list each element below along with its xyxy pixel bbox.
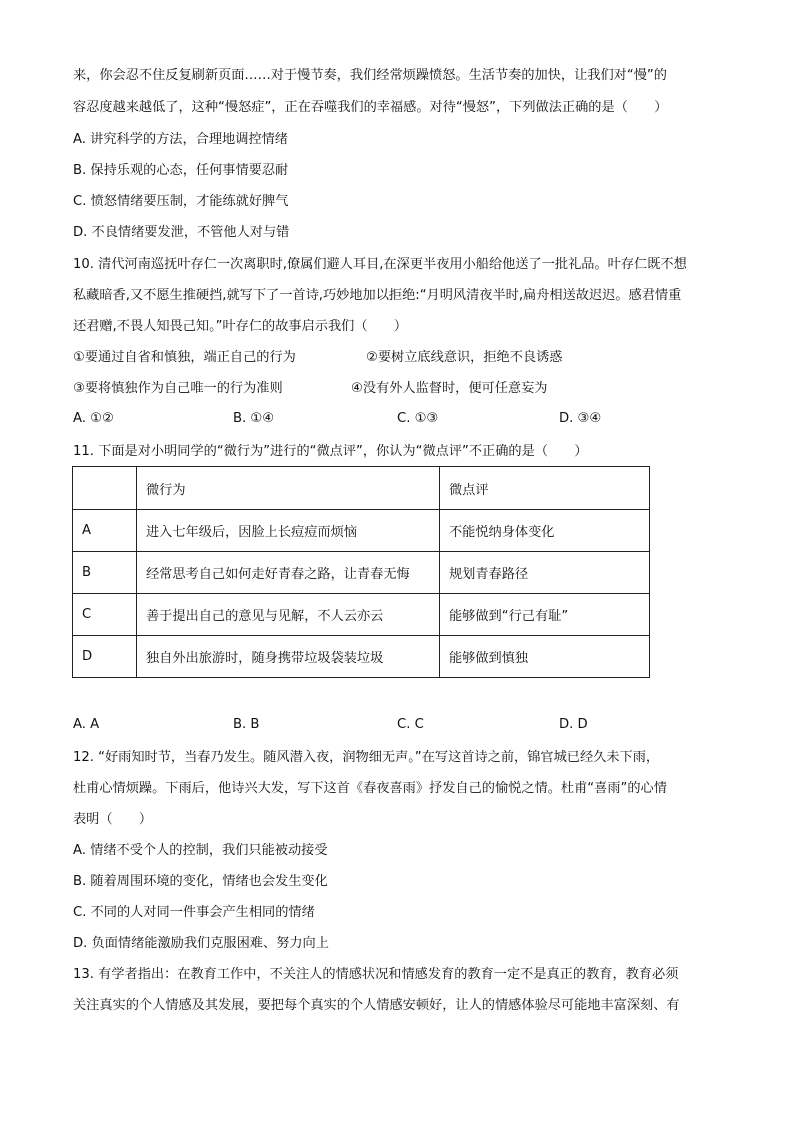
q12-option-a: A. 情绪不受个人的控制，我们只能被动接受	[73, 843, 328, 858]
q10-stem-line-1: 10. 清代河南巡抚叶存仁一次离职时,僚属们避人耳目,在深更半夜用小船给他送了一批礼品。叶存仁既不想	[73, 257, 687, 272]
q12-option-b: B. 随着周围环境的变化，情绪也会发生变化	[73, 874, 328, 889]
q12-stem-line-1: 12. “好雨知时节，当春乃发生。随风潜入夜，润物细无声。”在写这首诗之前，锦官城已经久未下雨，	[73, 750, 660, 765]
q9-stem-line-2: 容忍度越来越低了，这种“慢怒症”，正在吞噬我们的幸福感。对待“慢怒”，下列做法正确的是（ ）	[73, 100, 668, 115]
table-cell: 独自外出旅游时，随身携带垃圾袋装垃圾	[137, 636, 440, 678]
header-cell: 微行为	[137, 467, 440, 510]
table-cell: 能够做到慎独	[440, 636, 650, 678]
table-cell: 进入七年级后，因脸上长痘痘而烦恼	[137, 510, 440, 552]
q9-stem-line-1: 来，你会忍不住反复刷新页面……对于慢节奏，我们经常烦躁愤怒。生活节奏的加快，让我们对“慢”的	[73, 68, 667, 83]
q10-statement-3: ③要将慎独作为自己唯一的行为准则	[73, 381, 283, 396]
table-row	[73, 510, 650, 552]
q11-stem: 11. 下面是对小明同学的“微行为”进行的“微点评”，你认为“微点评”不正确的是（ ）	[73, 444, 588, 459]
q10-stem-line-2: 私藏暗香,又不愿生推硬挡,就写下了一首诗,巧妙地加以拒绝:“月明风清夜半时,扁舟相送故迟迟。感君情重	[73, 288, 682, 303]
table-row	[73, 552, 650, 594]
q13-stem-line-2: 关注真实的个人情感及其发展，要把每个真实的个人情感安顿好，让人的情感体验尽可能地丰富深刻、有	[73, 998, 680, 1013]
q12-option-d: D. 负面情绪能激励我们克服困难、努力向上	[73, 936, 329, 951]
q10-statement-2: ②要树立底线意识，拒绝不良诱惑	[366, 350, 563, 365]
table-row	[73, 594, 650, 636]
table-row	[73, 636, 650, 678]
q9-option-d: D. 不良情绪要发泄，不管他人对与错	[73, 225, 290, 240]
table-cell: 不能悦纳身体变化	[440, 510, 650, 552]
q10-option-c: C. ①③	[397, 411, 439, 426]
table-cell: 规划青春路径	[440, 552, 650, 594]
q12-stem-line-3: 表明（ ）	[73, 812, 153, 827]
table-cell: C	[73, 594, 137, 636]
q13-stem-line-1: 13. 有学者指出：在教育工作中，不关注人的情感状况和情感发育的教育一定不是真正的教育，教育必须	[73, 967, 679, 982]
table-cell: 善于提出自己的意见与见解，不人云亦云	[137, 594, 440, 636]
q9-option-a: A. 讲究科学的方法，合理地调控情绪	[73, 132, 288, 147]
header-cell	[73, 467, 137, 510]
q10-stem-line-3: 还君赠,不畏人知畏己知。”叶存仁的故事启示我们（ ）	[73, 319, 408, 334]
q11-option-b: B. B	[233, 717, 260, 732]
table-cell: B	[73, 552, 137, 594]
q12-option-c: C. 不同的人对同一件事会产生相同的情绪	[73, 905, 315, 920]
table-header-row	[73, 467, 650, 510]
q12-stem-line-2: 杜甫心情烦躁。下雨后，他诗兴大发，写下这首《春夜喜雨》抒发自己的愉悦之情。杜甫“喜雨”的心情	[73, 781, 667, 796]
q11-option-d: D. D	[559, 717, 588, 732]
header-cell: 微点评	[440, 467, 650, 510]
q9-option-c: C. 愤怒情绪要压制，才能练就好脾气	[73, 194, 289, 209]
table-cell: A	[73, 510, 137, 552]
q9-option-b: B. 保持乐观的心态，任何事情要忍耐	[73, 163, 289, 178]
q10-statement-1: ①要通过自省和慎独，端正自己的行为	[73, 350, 296, 365]
table-cell: D	[73, 636, 137, 678]
q10-option-d: D. ③④	[559, 411, 602, 426]
q10-option-b: B. ①④	[233, 411, 275, 426]
q11-option-a: A. A	[73, 717, 100, 732]
q10-option-a: A. ①②	[73, 411, 114, 426]
table-cell: 经常思考自己如何走好青春之路，让青春无悔	[137, 552, 440, 594]
table-cell: 能够做到“行己有耻”	[440, 594, 650, 636]
q11-table	[72, 466, 650, 678]
q10-statement-4: ④没有外人监督时，便可任意妄为	[351, 381, 548, 396]
q11-option-c: C. C	[397, 717, 424, 732]
